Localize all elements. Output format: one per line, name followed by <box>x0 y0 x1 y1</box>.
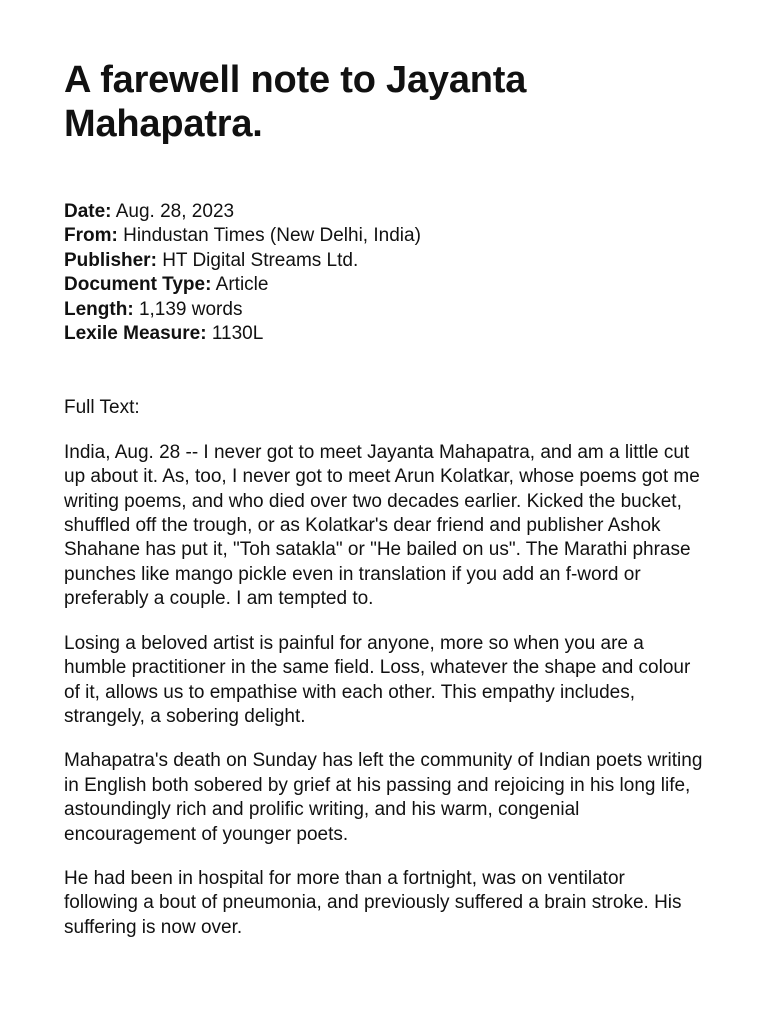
meta-date-value: Aug. 28, 2023 <box>115 201 235 222</box>
meta-lexile-value: 1130L <box>211 323 264 345</box>
meta-document-type-label: Document Type: <box>64 274 212 296</box>
meta-lexile <box>64 322 704 346</box>
meta-lexile-label: Lexile Measure: <box>64 323 207 345</box>
meta-date-label: Date: <box>64 201 112 222</box>
meta-from-value: Hindustan Times (New Delhi, India) <box>123 225 421 247</box>
meta-length <box>64 298 704 322</box>
meta-length-value: 1,139 words <box>138 298 243 320</box>
meta-date <box>64 200 704 224</box>
body-paragraph: India, Aug. 28 -- I never got to meet Jayanta Mahapatra, and am a little cut up about it. As, too, I never got to meet Arun Kolatkar, whose poems got me writing poems, and who died over two decades earlier. Kicked the bucket, shuffled off the trough, or as Kolatkar's dear friend and publisher Ashok Shahane has put it, "Toh satakla" or "He bailed on us". The Marathi phrase punches like mango pickle even in translation if you add an f-word or preferably a couple. I am tempted to. <box>64 441 700 610</box>
body-paragraph: He had been in hospital for more than a fortnight, was on ventilator following a bout of pneumonia, and previously suffered a brain stroke. His suffering is now over. <box>64 867 682 938</box>
meta-from <box>64 224 704 248</box>
body-paragraph: Mahapatra's death on Sunday has left the community of Indian poets writing in English both sobered by grief at his passing and rejoicing in his long life, astoundingly rich and prolific writing, and his warm, congenial encouragement of younger poets. <box>64 750 703 845</box>
meta-document-type-value: Article <box>215 274 269 296</box>
meta-length-label: Length: <box>64 298 134 320</box>
metadata-block <box>64 200 704 346</box>
article-body <box>64 441 704 940</box>
meta-document-type <box>64 273 704 297</box>
meta-publisher-value: HT Digital Streams Ltd. <box>162 249 359 271</box>
article-title: A farewell note to Jayanta Mahapatra. <box>64 59 527 145</box>
meta-publisher <box>64 249 704 273</box>
full-text-label: Full Text: <box>64 397 140 419</box>
meta-from-label: From: <box>64 225 118 247</box>
meta-publisher-label: Publisher: <box>64 249 157 271</box>
body-paragraph: Losing a beloved artist is painful for anyone, more so when you are a humble practitioner in the same field. Loss, whatever the shape and colour of it, allows us to empathise with each other. This empathy includes, strangely, a sobering delight. <box>64 632 691 727</box>
